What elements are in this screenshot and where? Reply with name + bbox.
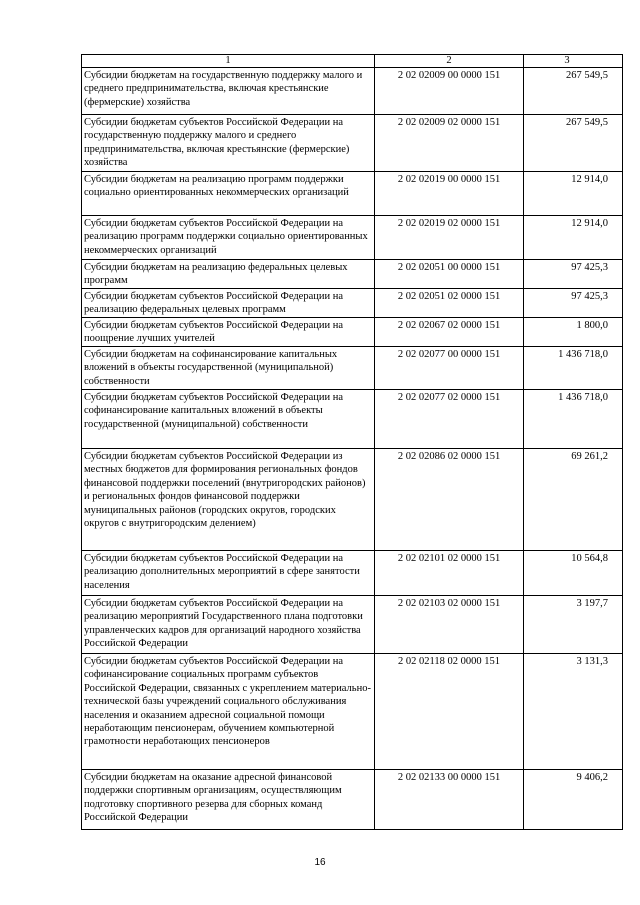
row-amount: 9 406,2 [524, 770, 623, 830]
row-amount: 1 800,0 [524, 318, 623, 347]
table-row [82, 216, 623, 260]
header-col-1: 1 [82, 55, 375, 68]
row-name: Субсидии бюджетам субъектов Российской Федерации на реализацию федеральных целевых программ [82, 289, 375, 318]
row-code: 2 02 02133 00 0000 151 [375, 770, 524, 830]
row-amount: 97 425,3 [524, 289, 623, 318]
table-row [82, 551, 623, 596]
page-number: 16 [314, 857, 326, 868]
table-row [82, 289, 623, 318]
row-name: Субсидии бюджетам субъектов Российской Федерации на реализацию мероприятий Государственного плана подготовки управленческих кадров для организаций народного хозяйства Российской Федерации [82, 596, 375, 654]
table-row [82, 318, 623, 347]
row-amount: 12 914,0 [524, 172, 623, 216]
row-code: 2 02 02019 00 0000 151 [375, 172, 524, 216]
table-row [82, 347, 623, 390]
row-amount: 1 436 718,0 [524, 390, 623, 449]
row-code: 2 02 02077 02 0000 151 [375, 390, 524, 449]
row-name: Субсидии бюджетам субъектов Российской Федерации на софинансирование капитальных вложений в объекты государственной (муниципальной) собственности [82, 390, 375, 449]
row-amount: 267 549,5 [524, 115, 623, 172]
row-name: Субсидии бюджетам на реализацию федеральных целевых программ [82, 260, 375, 289]
row-name: Субсидии бюджетам на государственную поддержку малого и среднего предпринимательства, включая крестьянские (фермерские) хозяйства [82, 68, 375, 115]
row-name: Субсидии бюджетам на софинансирование капитальных вложений в объекты государственной (муниципальной) собственности [82, 347, 375, 390]
row-amount: 267 549,5 [524, 68, 623, 115]
row-name: Субсидии бюджетам субъектов Российской Федерации на поощрение лучших учителей [82, 318, 375, 347]
row-code: 2 02 02051 00 0000 151 [375, 260, 524, 289]
row-code: 2 02 02051 02 0000 151 [375, 289, 524, 318]
row-amount: 3 131,3 [524, 654, 623, 770]
table-row [82, 596, 623, 654]
row-amount: 1 436 718,0 [524, 347, 623, 390]
row-code: 2 02 02019 02 0000 151 [375, 216, 524, 260]
table-row [82, 68, 623, 115]
row-name: Субсидии бюджетам на реализацию программ поддержки социально ориентированных некоммерческих организаций [82, 172, 375, 216]
header-col-2: 2 [375, 55, 524, 68]
row-amount: 10 564,8 [524, 551, 623, 596]
row-amount: 12 914,0 [524, 216, 623, 260]
row-name: Субсидии бюджетам субъектов Российской Федерации на софинансирование социальных программ субъектов Российской Федерации, связанных с укреплением материально-технической базы учреждений социального обслуживания населения и оказанием адресной социальной помощи неработающим пенсионерам, обучением компьютерной грамотности неработающих пенсионеров [82, 654, 375, 770]
row-code: 2 02 02086 02 0000 151 [375, 449, 524, 551]
header-col-3: 3 [524, 55, 623, 68]
row-code: 2 02 02118 02 0000 151 [375, 654, 524, 770]
row-name: Субсидии бюджетам субъектов Российской Федерации на государственную поддержку малого и среднего предпринимательства, включая крестьянские (фермерские) хозяйства [82, 115, 375, 172]
table-header-row [82, 55, 623, 68]
row-name: Субсидии бюджетам субъектов Российской Федерации на реализацию дополнительных мероприятий в сфере занятости населения [82, 551, 375, 596]
row-amount: 97 425,3 [524, 260, 623, 289]
table-row [82, 390, 623, 449]
row-name: Субсидии бюджетам субъектов Российской Федерации из местных бюджетов для формирования региональных фондов финансовой поддержки поселений (внутригородских районов) и региональных фондов финансовой поддержки муниципальных районов (городских округов, городских округов с внутригородским делением) [82, 449, 375, 551]
table-row [82, 449, 623, 551]
row-code: 2 02 02067 02 0000 151 [375, 318, 524, 347]
table-row [82, 172, 623, 216]
table-row [82, 654, 623, 770]
row-name: Субсидии бюджетам субъектов Российской Федерации на реализацию программ поддержки социально ориентированных некоммерческих организаций [82, 216, 375, 260]
table-row [82, 770, 623, 830]
row-code: 2 02 02103 02 0000 151 [375, 596, 524, 654]
row-code: 2 02 02077 00 0000 151 [375, 347, 524, 390]
row-name: Субсидии бюджетам на оказание адресной финансовой поддержки спортивным организациям, осуществляющим подготовку спортивного резерва для сборных команд Российской Федерации [82, 770, 375, 830]
row-code: 2 02 02101 02 0000 151 [375, 551, 524, 596]
budget-subsidies-table [81, 54, 623, 830]
table-row [82, 115, 623, 172]
row-code: 2 02 02009 02 0000 151 [375, 115, 524, 172]
row-amount: 69 261,2 [524, 449, 623, 551]
table-row [82, 260, 623, 289]
row-code: 2 02 02009 00 0000 151 [375, 68, 524, 115]
row-amount: 3 197,7 [524, 596, 623, 654]
